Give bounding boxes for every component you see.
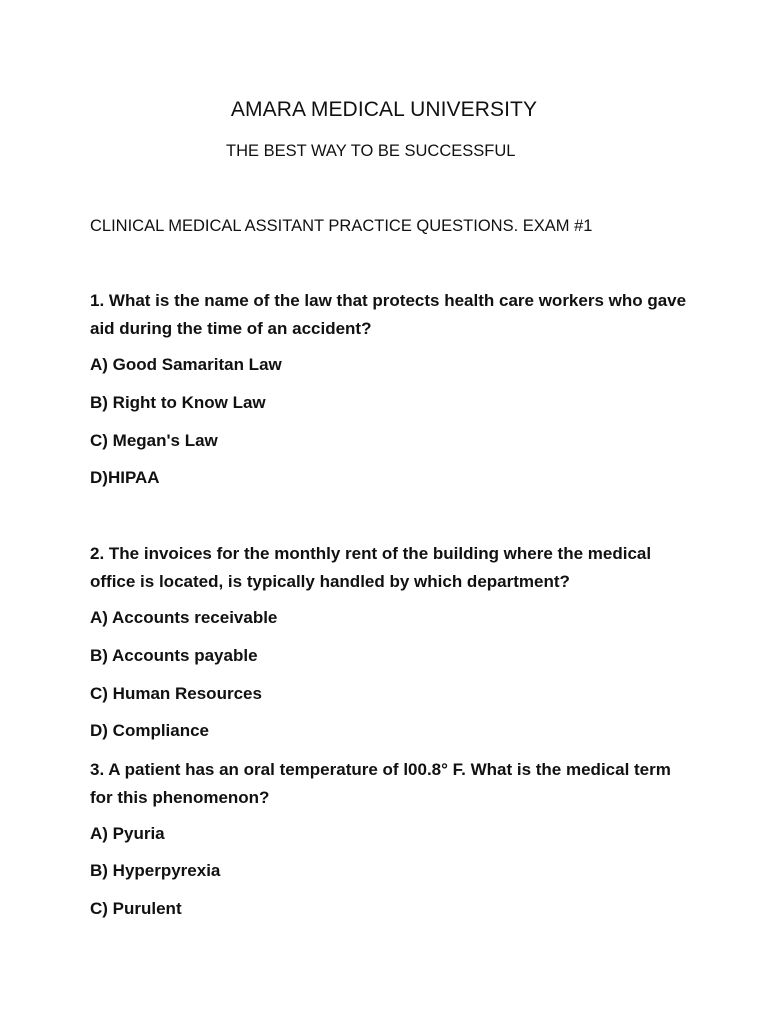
question-2-option-d: D) Compliance: [90, 721, 210, 740]
exam-heading: CLINICAL MEDICAL ASSITANT PRACTICE QUESTIONS. EXAM #1: [90, 217, 593, 235]
question-1-option-d: D)HIPAA: [90, 468, 160, 487]
question-1-option-c: C) Megan's Law: [90, 431, 218, 450]
question-2-option-c: C) Human Resources: [90, 684, 262, 703]
question-3-option-c: C) Purulent: [90, 899, 182, 918]
question-1: 1. What is the name of the law that protects health care workers who gave aid during the time of an accident?: [90, 291, 687, 338]
question-2-option-a: A) Accounts receivable: [90, 608, 278, 627]
question-2-option-b: B) Accounts payable: [90, 646, 258, 665]
question-3: 3. A patient has an oral temperature of l00.8° F. What is the medical term for this phenomenon?: [90, 760, 671, 807]
question-3-option-b: B) Hyperpyrexia: [90, 861, 221, 880]
university-title: AMARA MEDICAL UNIVERSITY: [230, 98, 538, 121]
question-1-option-a: A) Good Samaritan Law: [90, 355, 282, 374]
question-1-option-b: B) Right to Know Law: [90, 393, 266, 412]
question-3-option-a: A) Pyuria: [90, 824, 165, 843]
tagline: THE BEST WAY TO BE SUCCESSFUL: [226, 142, 516, 160]
question-2: 2. The invoices for the monthly rent of the building where the medical office is located, is typically handled by which department?: [90, 544, 652, 591]
